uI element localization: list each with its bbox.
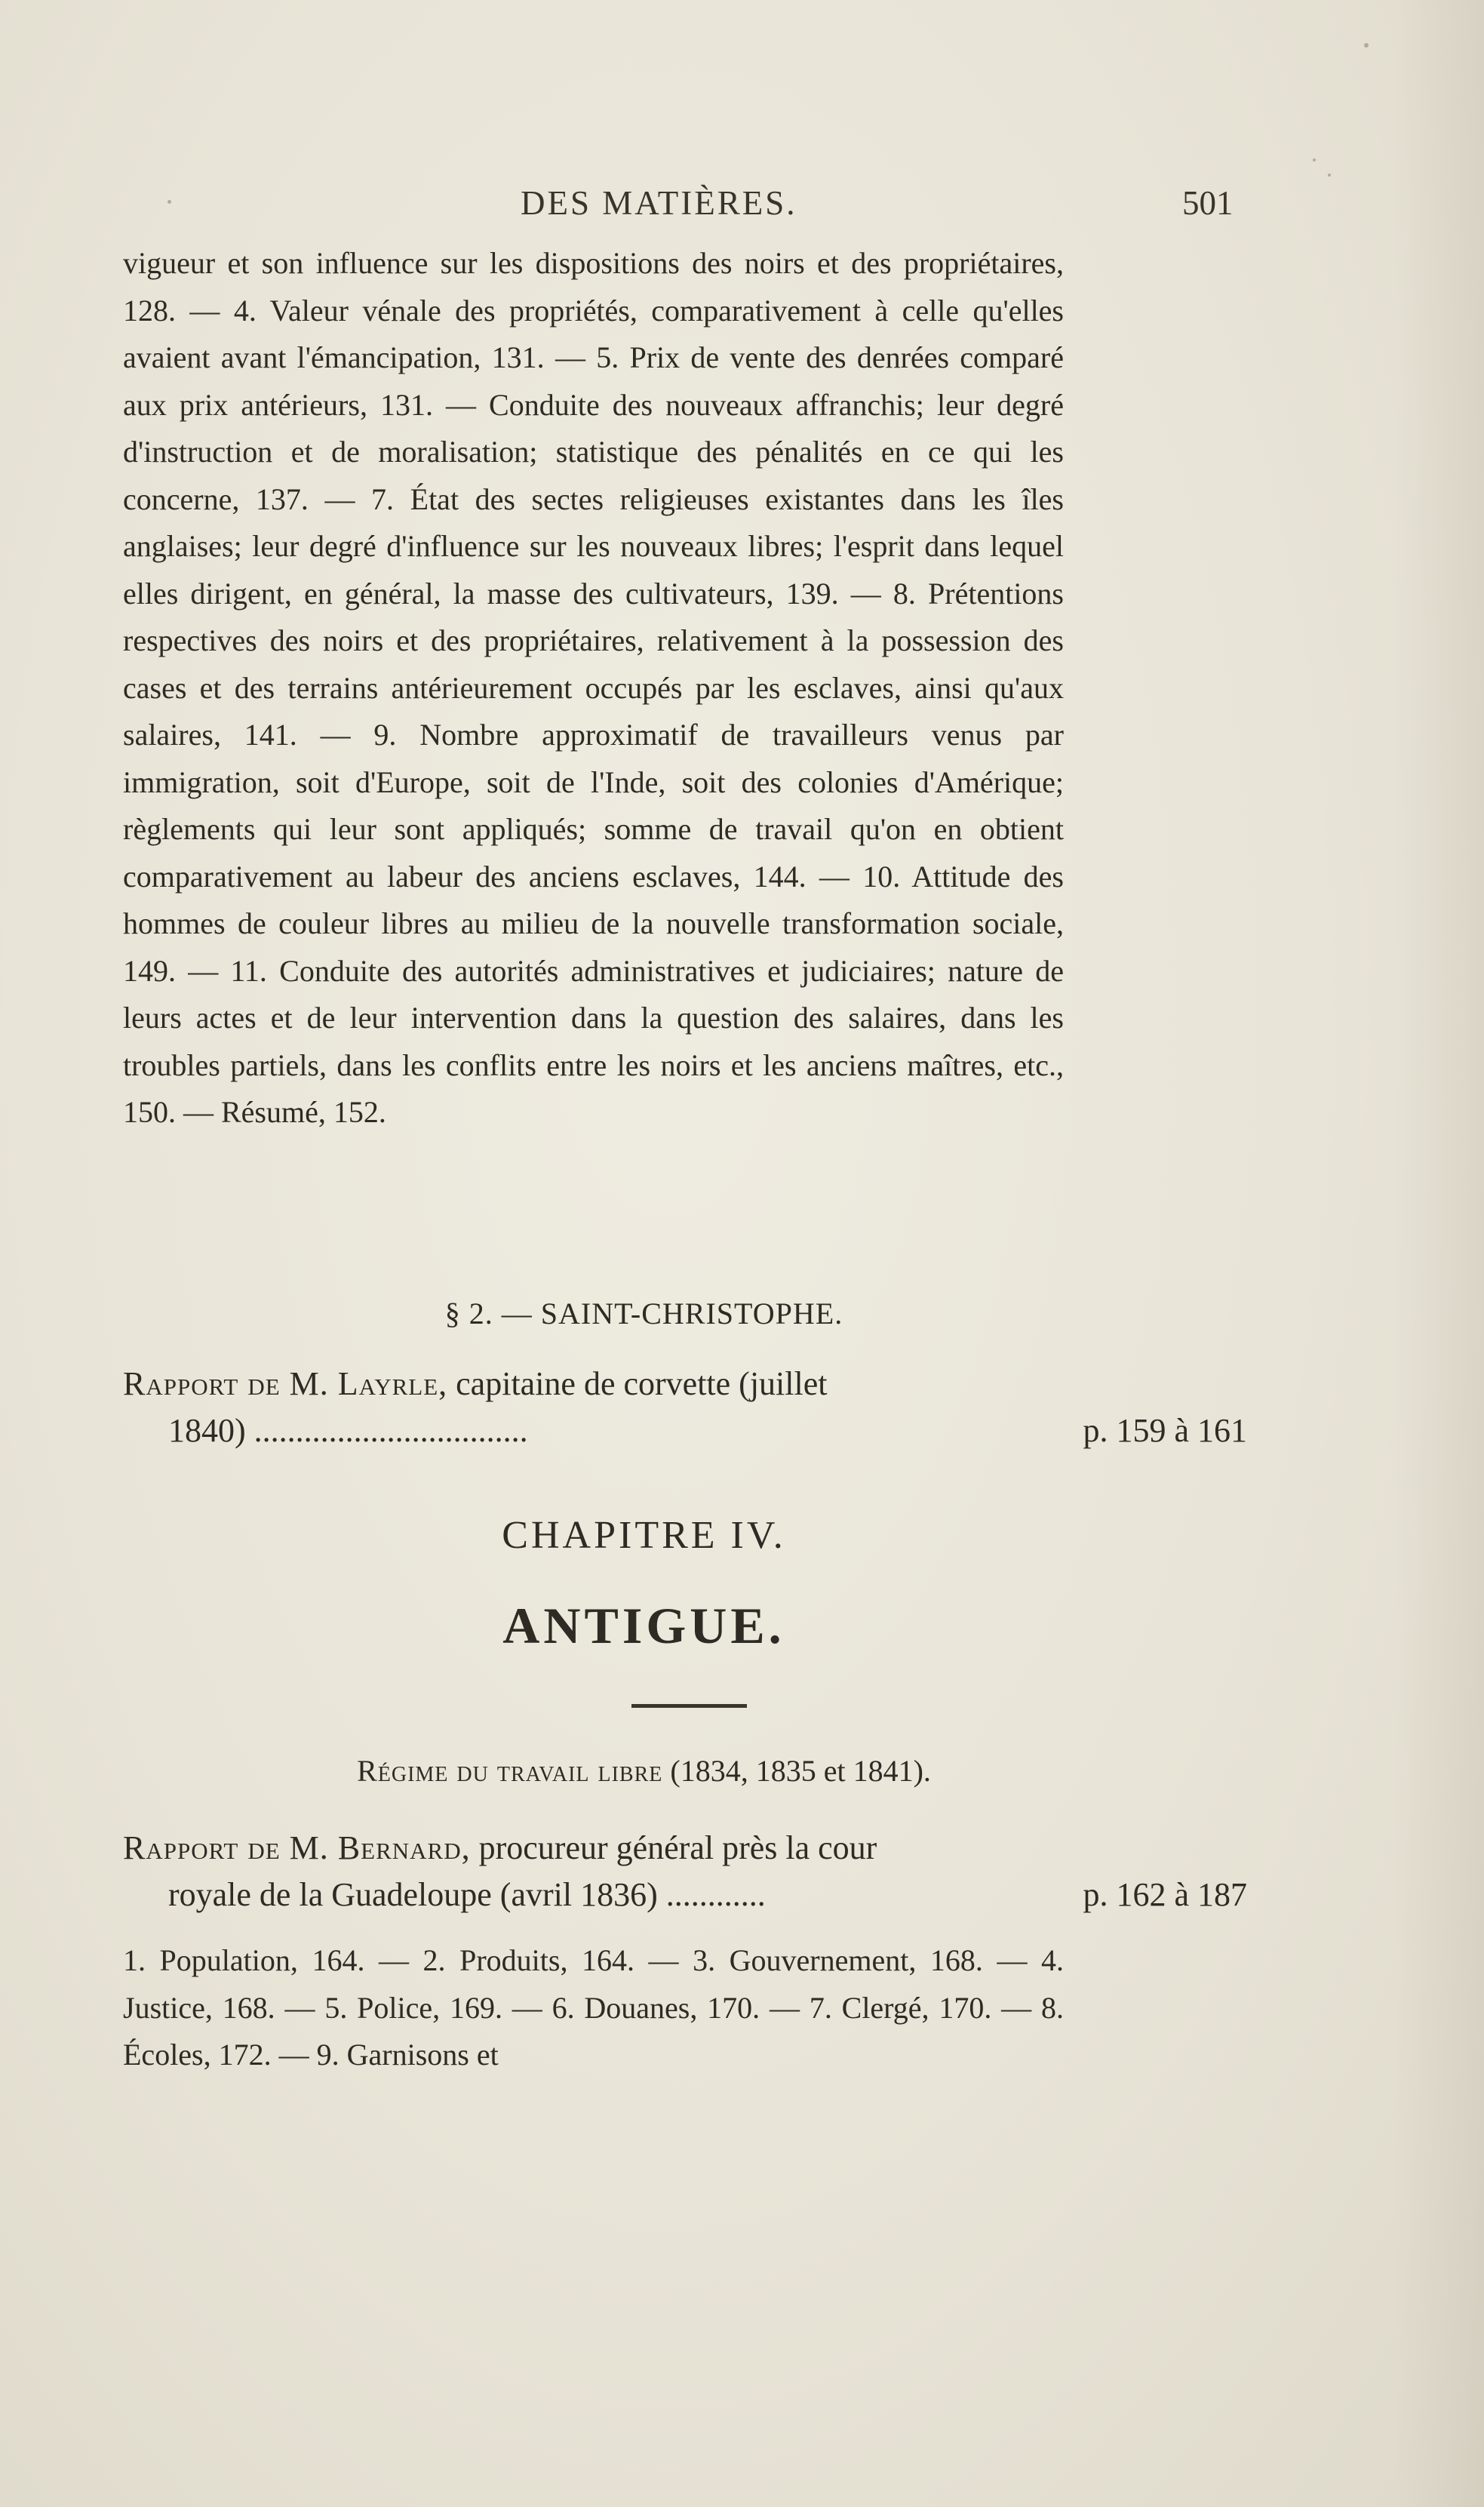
paper-speck xyxy=(1313,158,1316,161)
section-heading xyxy=(0,1296,1484,1331)
report-page-range: p. 162 à 187 xyxy=(1083,1876,1247,1913)
regime-heading xyxy=(0,1753,1484,1789)
chapter-heading xyxy=(0,1513,1484,1558)
country-heading xyxy=(0,1596,1484,1656)
section-heading-text: § 2. — SAINT-CHRISTOPHE. xyxy=(444,1297,843,1330)
report-date-leader xyxy=(168,1407,528,1454)
paper-speck xyxy=(1328,174,1331,177)
report-page-range: p. 159 à 161 xyxy=(1083,1412,1247,1449)
index-entry-paragraph: vigueur et son influence sur les dispositions des noirs et des propriétaires, 128. — 4. Valeur vénale des propriétés, comparativement à celle qu'elles avaient avant l'émancipation, 131. — 5. Prix de vente des denrées comparé aux prix antérieurs, 131. — Conduite des nouveaux affranchis; leur degré d'instruction et de moralisation; statistique des pénalités en ce qui les concerne, 137. — 7. État des sectes religieuses existantes dans les îles anglaises; leur degré d'influence sur les nouveaux libres; l'esprit dans lequel elles dirigent, en général, la masse des cultivateurs, 139. — 8. Prétentions respectives des noirs et des propriétaires, relativement à la possession des cases et des terrains antérieurement occupés par les esclaves, ainsi qu'aux salaires, 141. — 9. Nombre approximatif de travailleurs venus par immigration, soit d'Europe, soit de l'Inde, soit des colonies d'Amérique; règlements qui leur sont appliqués; somme de travail qu'on en obtient comparativement au labeur des anciens esclaves, 144. — 10. Attitude des hommes de couleur libres au milieu de la nouvelle transformation sociale, 149. — 11. Conduite des autorités administratives et judiciaires; nature de leurs actes et de leur intervention dans la question des salaires, dans les troubles partiels, dans les conflits entre les noirs et les anciens maîtres, etc., 150. — Résumé, 152. xyxy=(123,246,1064,1129)
report-author: Rapport de M. Bernard, xyxy=(123,1829,471,1866)
report-pages-line xyxy=(123,1872,1247,1918)
report-entry-layrle xyxy=(123,1361,1247,1454)
dot-leader: ................................. xyxy=(245,1412,528,1449)
running-head xyxy=(0,183,1484,229)
report-description: capitaine de corvette (juillet xyxy=(447,1365,828,1402)
report-description: procureur général près la cour xyxy=(470,1829,877,1866)
running-title: DES MATIÈRES. xyxy=(521,184,797,222)
page-edge-shadow xyxy=(1393,0,1484,2507)
report-pages-line xyxy=(123,1407,1247,1454)
regime-years: (1834, 1835 et 1841). xyxy=(670,1754,931,1788)
country-title: ANTIGUE. xyxy=(502,1597,785,1654)
regime-heading-text xyxy=(357,1754,931,1788)
dot-leader: ............ xyxy=(657,1876,766,1913)
chapter-label: CHAPITRE IV. xyxy=(502,1514,786,1557)
report-title-line xyxy=(123,1825,1247,1872)
report-date-leader xyxy=(168,1872,766,1918)
index-entry-paragraph-2: 1. Population, 164. — 2. Produits, 164. — 3. Gouvernement, 168. — 4. Justice, 168. — 5. Police, 169. — 6. Douanes, 170. — 7. Clergé, 170. — 8. Écoles, 172. — 9. Garnisons et xyxy=(123,1943,1064,2072)
report-entry-bernard xyxy=(123,1825,1247,1918)
report-date: 1840) xyxy=(168,1412,246,1449)
page-number: 501 xyxy=(1182,184,1234,222)
report-author: Rapport de M. Layrle, xyxy=(123,1365,448,1402)
decorative-rule xyxy=(631,1704,747,1708)
report-date: royale de la Guadeloupe (avril 1836) xyxy=(168,1876,658,1913)
paper-speck xyxy=(1364,43,1369,48)
regime-label: Régime du travail libre xyxy=(357,1754,663,1788)
report-title-line xyxy=(123,1361,1247,1407)
